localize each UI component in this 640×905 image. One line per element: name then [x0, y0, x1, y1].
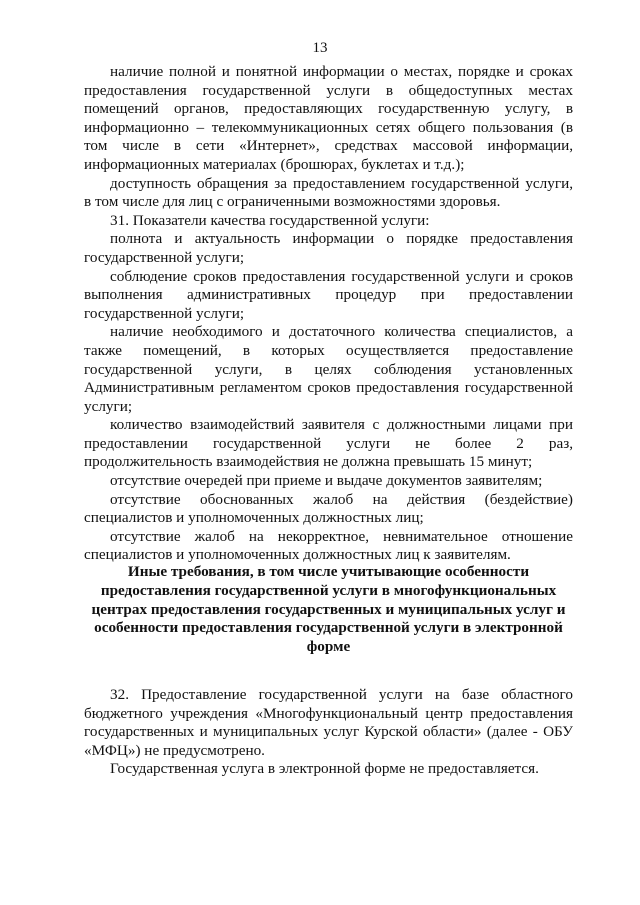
paragraph-electronic-form: Государственная услуга в электронной форме не предоставляется.: [110, 760, 539, 778]
quality-indicators-section: [84, 63, 573, 565]
paragraph-item-32: 32. Предоставление государственной услуги на базе областного бюджетного учреждения «Многофункциональный центр предоставления государственных и муниципальных услуг Курской области» (далее - ОБУ «МФЦ») не предусмотрено.: [84, 686, 573, 759]
paragraph-item-31: 31. Показатели качества государственной услуги:: [110, 211, 430, 229]
paragraph-completeness: полнота и актуальность информации о порядке предоставления государственной услуги;: [84, 230, 573, 266]
paragraph-no-queues: отсутствие очередей при приеме и выдаче документов заявителям;: [110, 472, 543, 490]
paragraph-accessibility: доступность обращения за предоставлением государственной услуги, в том числе для лиц с ограниченными возможностями здоровья.: [84, 174, 573, 211]
paragraph-staff: наличие необходимого и достаточного количества специалистов, а также помещений, в которых осуществляется предоставление государственной услуги, в целях соблюдения установленных Административным регламентом сроков предоставления государственной услуги;: [84, 323, 573, 415]
heading-line: предоставления государственной услуги в многофункциональных: [100, 581, 557, 599]
paragraph-info-availability: наличие полной и понятной информации о местах, порядке и сроках предоставления государственной услуги в общедоступных местах помещений органов, предоставляющих государственную услугу, в информационно – телекоммуникационных сетях общего пользования (в том числе в сети «Интернет», средствах массовой информации, информационных материалах (брошюрах, буклетах и т.д.);: [84, 63, 573, 173]
heading-line: форме: [306, 638, 351, 656]
paragraph-no-complaints: отсутствие обоснованных жалоб на действия (бездействие) специалистов и уполномоченных должностных лиц;: [84, 490, 573, 527]
mfc-section: [84, 686, 573, 779]
paragraph-deadlines: соблюдение сроков предоставления государственной услуги и сроков выполнения административных процедур при предоставлении государственной услуги;: [84, 267, 573, 322]
heading-line: особенности предоставления государственной услуги в электронной: [94, 619, 563, 637]
section-heading: [84, 563, 573, 657]
paragraph-no-improper-treatment: отсутствие жалоб на некорректное, невнимательное отношение специалистов и уполномоченных должностных лиц к заявителям.: [84, 527, 573, 564]
heading-line: Иные требования, в том числе учитывающие особенности: [127, 563, 530, 580]
paragraph-interactions: количество взаимодействий заявителя с должностными лицами при предоставлении государственной услуги не более 2 раз, продолжительность взаимодействия не должна превышать 15 минут;: [84, 416, 573, 471]
heading-line: центрах предоставления государственных и муниципальных услуг и: [91, 600, 566, 618]
page-number: 13: [312, 40, 328, 56]
